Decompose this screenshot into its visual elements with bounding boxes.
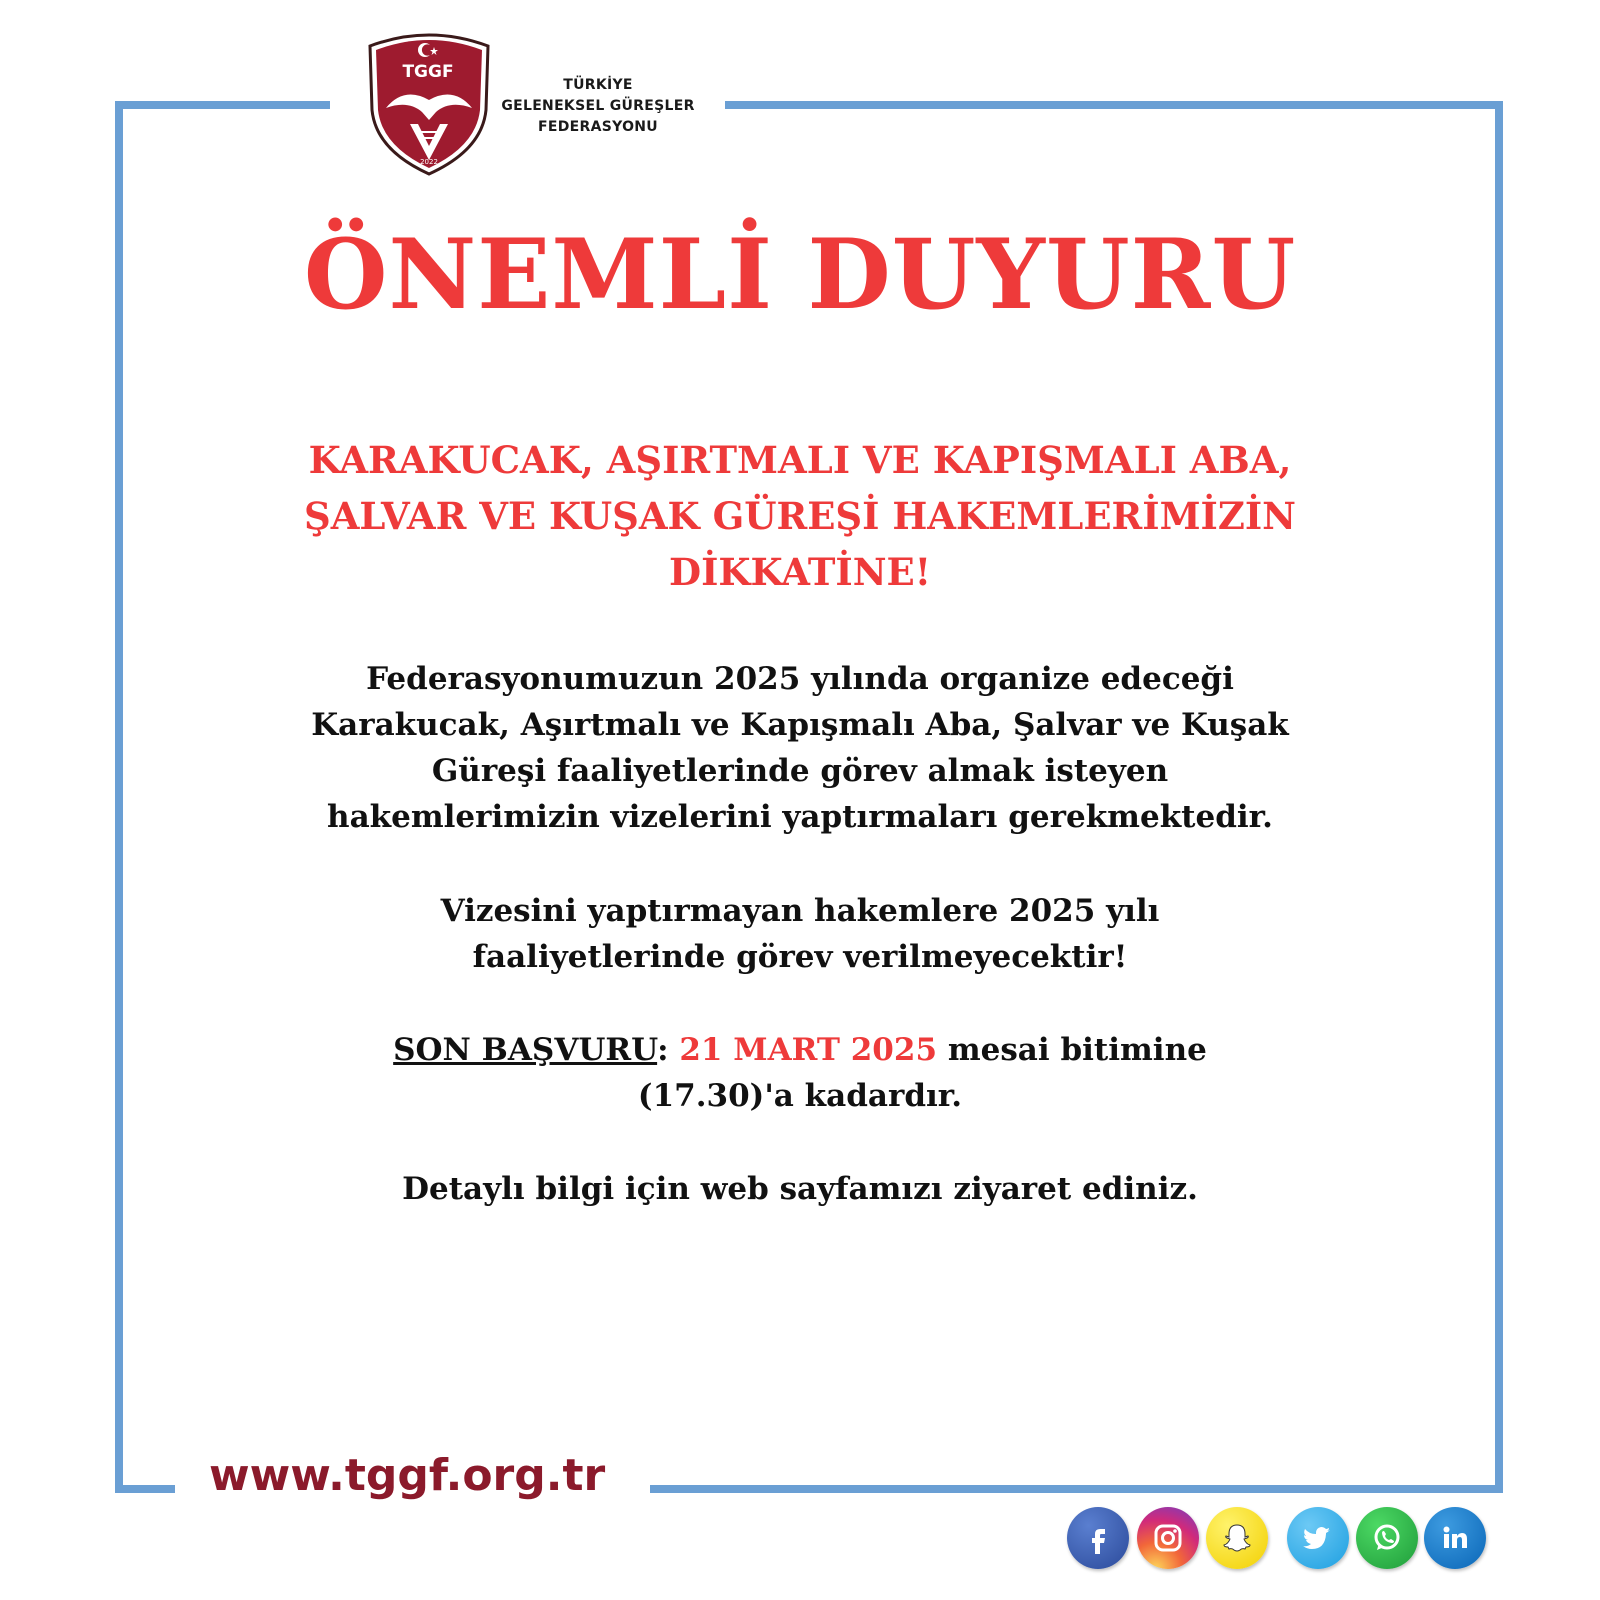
deadline-line-1 — [150, 1027, 1450, 1073]
logo-text: TGGF — [402, 62, 454, 82]
paragraph-visa-requirement — [150, 656, 1450, 840]
paragraph-warning — [150, 888, 1450, 980]
paragraph-line: faaliyetlerinde görev verilmeyecektir! — [472, 939, 1128, 975]
frame-bottom-left — [115, 1485, 175, 1493]
deadline-block — [150, 1027, 1450, 1119]
paragraph-line: Federasyonumuzun 2025 yılında organize edeceği — [366, 661, 1234, 697]
deadline-colon: : — [657, 1032, 669, 1068]
instagram-icon[interactable] — [1137, 1507, 1199, 1569]
frame-top-left — [115, 101, 330, 109]
paragraph-line: Karakucak, Aşırtmalı ve Kapışmalı Aba, Şalvar ve Kuşak — [311, 707, 1289, 743]
paragraph-line: hakemlerimizin vizelerini yaptırmaları gerekmektedir. — [327, 799, 1273, 835]
linkedin-icon[interactable] — [1424, 1507, 1486, 1569]
snapchat-icon[interactable] — [1206, 1507, 1268, 1569]
announcement-title: ÖNEMLİ DUYURU — [303, 218, 1297, 331]
info-line: Detaylı bilgi için web sayfamızı ziyaret ediniz. — [402, 1171, 1198, 1207]
federation-logo — [364, 28, 494, 178]
subtitle-line: ŞALVAR VE KUŞAK GÜREŞİ HAKEMLERİMİZİN — [304, 494, 1296, 538]
deadline-label: SON BAŞVURU — [393, 1032, 658, 1068]
deadline-rest: mesai bitimine — [937, 1032, 1207, 1068]
twitter-icon[interactable] — [1287, 1507, 1349, 1569]
org-name-line: FEDERASYONU — [538, 119, 658, 135]
deadline-line-2: (17.30)'a kadardır. — [637, 1078, 963, 1114]
paragraph-line: Vizesini yaptırmayan hakemlere 2025 yılı — [440, 893, 1160, 929]
whatsapp-icon[interactable] — [1356, 1507, 1418, 1569]
subtitle-line: DİKKATİNE! — [669, 550, 931, 594]
paragraph-line: Güreşi faaliyetlerinde görev almak isteyen — [431, 753, 1169, 789]
subtitle-line: KARAKUCAK, AŞIRTMALI VE KAPIŞMALI ABA, — [308, 438, 1292, 482]
announcement-subtitle — [150, 432, 1450, 600]
facebook-icon[interactable] — [1067, 1507, 1129, 1569]
frame-bottom-right — [650, 1485, 1503, 1493]
organization-name — [498, 75, 698, 138]
deadline-date: 21 MART 2025 — [679, 1032, 938, 1068]
logo-year: 2022 — [420, 158, 438, 166]
org-name-line: GELENEKSEL GÜREŞLER — [501, 98, 695, 114]
website-link[interactable]: www.tggf.org.tr — [209, 1450, 606, 1501]
frame-top-right — [725, 101, 1503, 109]
org-name-line: TÜRKİYE — [563, 77, 633, 93]
